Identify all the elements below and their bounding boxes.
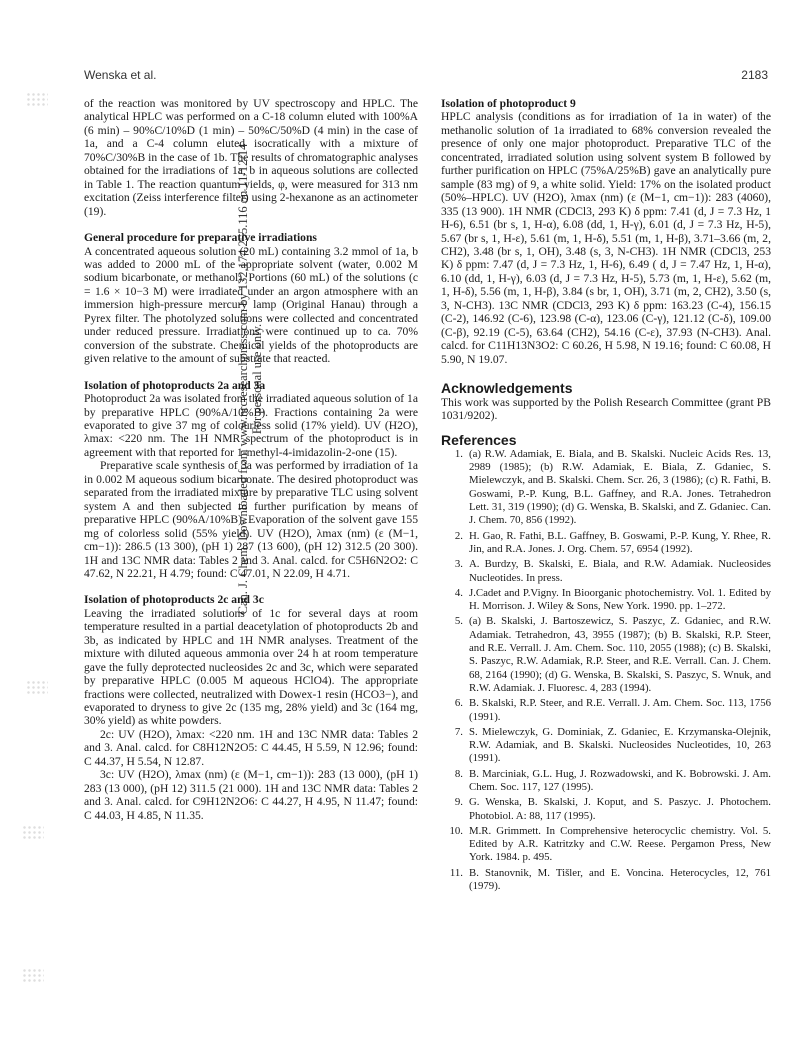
paragraph-2c-data: 2c: UV (H2O), λmax: <220 nm. 1H and 13C NMR data: Tables 2 and 3. Anal. calcd. for C8H12N2O5: C 44.45, H 5.59, N 12.96; found: C 44.37, H 5.54, N 12.87. bbox=[84, 727, 418, 768]
reference-item bbox=[441, 867, 771, 894]
reference-item bbox=[441, 825, 771, 865]
page-number: 2183 bbox=[741, 68, 768, 82]
reference-text: J.Cadet and P.Vigny. In Bioorganic photochemistry. Vol. 1. Edited by H. Morrison. J. Wiley & Sons, New York. 1990. pp. 1–272. bbox=[469, 586, 771, 613]
reference-item bbox=[441, 587, 771, 614]
reference-text: B. Stanovnik, M. Tišler, and E. Voncina. Heterocycles, 12, 761 (1979). bbox=[469, 866, 771, 893]
heading-preparative-irradiations: General procedure for preparative irradiations bbox=[84, 231, 317, 245]
reference-text: B. Skalski, R.P. Steer, and R.E. Verrall. J. Am. Chem. Soc. 113, 1756 (1991). bbox=[469, 697, 771, 723]
reference-number: 5. bbox=[454, 615, 463, 628]
left-column bbox=[84, 97, 418, 822]
reference-text: G. Wenska, B. Skalski, J. Koput, and S. Paszyc. J. Photochem. Photobiol. A: 88, 117 (1995). bbox=[469, 796, 771, 822]
reference-number: 11. bbox=[449, 866, 463, 879]
reference-text: H. Gao, R. Fathi, B.L. Gaffney, B. Goswami, P.-P. Kung, Y. Rhee, R. Jin, and R.A. Jones. J. Org. Chem. 57, 6954 (1992). bbox=[469, 529, 771, 555]
reference-list bbox=[441, 448, 771, 894]
reference-text: S. Mielewczyk, G. Dominiak, Z. Gdaniec, E. Krzymanska-Olejnik, R.W. Adamiak, and B. Skalski. Nucleosides Nucleotides, 10, 263 (1991). bbox=[469, 725, 771, 765]
reference-number: 2. bbox=[454, 529, 463, 542]
heading-isolation-2a-3a: Isolation of photoproducts 2a and 3a bbox=[84, 378, 266, 392]
paragraph-3c-data: 3c: UV (H2O), λmax (nm) (ε (M−1, cm−1)): 283 (13 000), (pH 1) 283 (13 000), (pH 12) 311.5 (21 000). 1H and 13C NMR data: Tables 2 and 3. Anal. calcd. for C9H12N2O6: C 44.27, H 4.95, N 11.47; found: C 44.03, H 4.85, N 11.35. bbox=[84, 768, 418, 822]
reference-item bbox=[441, 697, 771, 724]
reference-number: 9. bbox=[454, 796, 463, 809]
scan-speckle bbox=[22, 825, 44, 839]
paragraph-isolation-2a: Photoproduct 2a was isolated from the irradiated aqueous solution of 1a by preparative HPLC (90%A/10%B). Fractions containing 2a were evaporated to give 37 mg of colourless solid (17% yield). UV (H2O), λmax: <220 nm. The 1H NMR spectrum of the photoproduct is in agreement with that reported for 1-methyl-4-imidazolin-2-one (15). bbox=[84, 392, 418, 459]
reference-number: 6. bbox=[454, 697, 463, 710]
reference-text: (a) R.W. Adamiak, E. Biala, and B. Skalski. Nucleic Acids Res. 13, 2989 (1985); (b) R.W. Adamiak, E. Biala, Z. Gdaniec, S. Mielewczyk, and B. Skalski. Chem. Scr. 26, 3 (1986); (c) R. Fathi, B. Goswami, P.-P. Kung, B.L. Gaffney, and R.A. Jones. Tetrahedron Lett. 31, 319 (1990); (d) G. Wenska, B. Skalski, and Z. Gdaniec. Can. J. Chem. 70, 856 (1992). bbox=[469, 447, 771, 527]
reference-text: A. Burdzy, B. Skalski, E. Biala, and R.W. Adamiak. Nucleosides Nucleotides. In press. bbox=[469, 558, 771, 584]
paragraph-isolation-2c-3c: Leaving the irradiated solutions of 1c for several days at room temperature resulted in a partial deacetylation of photoproducts 2b and 3b, as indicated by HPLC and 1H NMR analyses. Treatment of the mixture with diluted aqueous ammonia over 24 h at room temperature gave the fully deprotected nucleosides 2c and 3c, which were separated by preparative HPLC (0.005 M aqueous HClO4). The appropriate fractions were collected, neutralized with Dowex-1 resin (HCO3−), and evaporated to dryness to give 2c (135 mg, 28% yield) and 3c (164 mg, 30% yield) as white powders. bbox=[84, 606, 418, 728]
running-head-authors: Wenska et al. bbox=[84, 68, 157, 82]
references-heading: References bbox=[441, 432, 517, 449]
reference-number: 7. bbox=[454, 725, 463, 738]
reference-item bbox=[441, 796, 771, 823]
reference-number: 1. bbox=[454, 447, 463, 460]
acknowledgements-heading: Acknowledgements bbox=[441, 380, 573, 397]
reference-item bbox=[441, 726, 771, 766]
right-column bbox=[441, 97, 771, 895]
scan-speckle bbox=[22, 968, 44, 982]
paragraph-hplc-monitoring: of the reaction was monitored by UV spectroscopy and HPLC. The analytical HPLC was performed on a C-18 column eluted with 100%A (6 min) – 90%C/10%D (1 min) – 50%C/50%D (4 min) in the case of 1a, and a C-4 column eluted isocratically with a mixture of 70%C/30%B in the case of 1b. The results of chromatographic analyses obtained for the irradiations of 1a, b in aqueous solutions are collected in Table 1. The reaction quantum yields, φ, were measured for 313 nm excitation (Zeiss interference filter) using 2-hexanone as an actinometer (19). bbox=[84, 97, 418, 218]
reference-number: 4. bbox=[454, 586, 463, 599]
reference-number: 10. bbox=[449, 824, 463, 837]
reference-item bbox=[441, 448, 771, 528]
heading-isolation-2c-3c: Isolation of photoproducts 2c and 3c bbox=[84, 593, 264, 607]
reference-number: 8. bbox=[454, 767, 463, 780]
reference-item bbox=[441, 768, 771, 795]
reference-text: M.R. Grimmett. In Comprehensive heterocyclic chemistry. Vol. 5. Edited by A.R. Katritzky and C.W. Reese. Pergamon Press, New York. 1984. p. 495. bbox=[469, 824, 771, 864]
scan-speckle bbox=[26, 680, 48, 694]
paragraph-isolation-9: HPLC analysis (conditions as for irradiation of 1a in water) of the methanolic solution of 1a irradiated to 68% conversion revealed the presence of only one major photoproduct. Preparative TLC of the concentrated, irradiated solution using solvent system B followed by further purification on HPLC (75%A/25%B) gave an analytically pure sample (83 mg) of 9, a white solid. Yield: 17% on the isolated product (50%–HPLC). UV (H2O), λmax (nm) (ε (M−1, cm−1)): 283 (4060), 335 (13 900). 1H NMR (CDCl3, 293 K) δ ppm: 7.41 (d, J = 7.3 Hz, 1 H-6), 6.51 (br s, 1, H-α), 6.08 (dd, 1, H-γ), 6.01 (d, J = 7.3 Hz, H-5), 5.67 (br s, 1, H-ε), 5.61 (m, 1, H-δ), 5.51 (m, 1, H-β), 3.71–3.66 (m, 2, CH2), 3.48 (br s, 1, OH), 3.48 (s, 3, N-CH3). 1H NMR (CDCl3, 253 K) δ ppm: 7.47 (d, J = 7.3 Hz, 1, H-6), 6.49 ( d, J = 7.47 Hz, 1, H-α), 6.10 (dd, 1, H-γ), 6.03 (d, J = 7.3 Hz, H-5), 5.73 (m, 1, H-ε), 5.62 (m, 1, H-δ), 5.56 (m, 1, H-β), 3.84 (s br, 1, OH), 3.71 (m, 2, CH2), 3.50 (s, 3, N-CH3). 13C NMR (CDCl3, 293 K) δ ppm: 163.23 (C-4), 156.15 (C-2), 146.92 (C-6), 123.98 (C-α), 123.06 (C-γ), 121.12 (C-δ), 109.00 (C-β), 92.19 (C-5), 63.64 (CH2), 54.16 (C-ε), 37.93 (N-CH3). Anal. calcd. for C11H13N3O2: C 60.26, H 5.98, N 19.16; found: C 60.08, H 5.90, N 19.07. bbox=[441, 110, 771, 366]
heading-isolation-9: Isolation of photoproduct 9 bbox=[441, 97, 576, 110]
acknowledgements-text: This work was supported by the Polish Research Committee (grant PB 1031/9202). bbox=[441, 395, 771, 422]
reference-item bbox=[441, 530, 771, 557]
reference-item bbox=[441, 615, 771, 695]
watermark-line-2: For personal use only. bbox=[250, 323, 264, 435]
reference-number: 3. bbox=[454, 558, 463, 571]
paragraph-preparative-irradiations: A concentrated aqueous solution (20 mL) containing 3.2 mmol of 1a, b was added to 2000 mL of the appropriate solvent (water, 0.002 M sodium bicarbonate, or methanol). Portions (60 mL) of the solutions (c = 1.6 × 10−3 M) were irradiated under an argon atmosphere with an immersion high-pressure mercury lamp (Original Hanau) through a Pyrex filter. The photolyzed solutions were collected and concentrated under reduced pressure. Irradiations were continued up to ca. 70% conversion of the substrate. Chemical yields of the photoproducts are given relative to the amount of substrate that reacted. bbox=[84, 244, 418, 366]
reference-text: (a) B. Skalski, J. Bartoszewicz, S. Paszyc, Z. Gdaniec, and R.W. Adamiak. Tetrahedron, 43, 3955 (1987); (b) B. Skalski, R.P. Steer, and R.E. Verrall. J. Am. Chem. Soc. 110, 2055 (1988); (c) B. Skalski, S. Paszyc, R.W. Adamiak, R.P. Steer, and R.E. Verrall. Can. J. Chem. 68, 2164 (1990); (d) G. Wenska, B. Skalski, S. Paszyc, S. Wnuk, and R.W. Adamiak. J. Fluoresc. 4, 283 (1994). bbox=[469, 615, 771, 694]
watermark-line-1: Can. J. Chem. Downloaded from www.nrcresearchpress.com by 132.174.255.116 on 11/12/14 bbox=[236, 143, 250, 615]
reference-text: B. Marciniak, G.L. Hug, J. Rozwadowski, and K. Bobrowski. J. Am. Chem. Soc. 117, 127 (1995). bbox=[469, 767, 771, 793]
reference-item bbox=[441, 558, 771, 585]
paragraph-synthesis-3a: Preparative scale synthesis of 3a was performed by irradiation of 1a in 0.002 M aqueous sodium bicarbonate. The desired photoproduct was separated from the irradiated mixture by preparative TLC using solvent system A and then subjected to further purification by means of preparative HPLC (90%A/10%B). Evaporation of the solvent gave 155 mg of colorless solid (55% yield). UV (H2O), λmax (nm) (ε (M−1, cm−1)): 286.5 (13 300), (pH 1) 287 (13 600), (pH 12) 312.5 (20 300). 1H and 13C NMR data: Tables 2 and 3. Anal. calcd. for C5H6N2O2: C 47.62, N 22.21, H 4.79; found: C 47.01, N 22.09, H 4.71. bbox=[84, 459, 418, 580]
scan-speckle bbox=[26, 92, 48, 106]
